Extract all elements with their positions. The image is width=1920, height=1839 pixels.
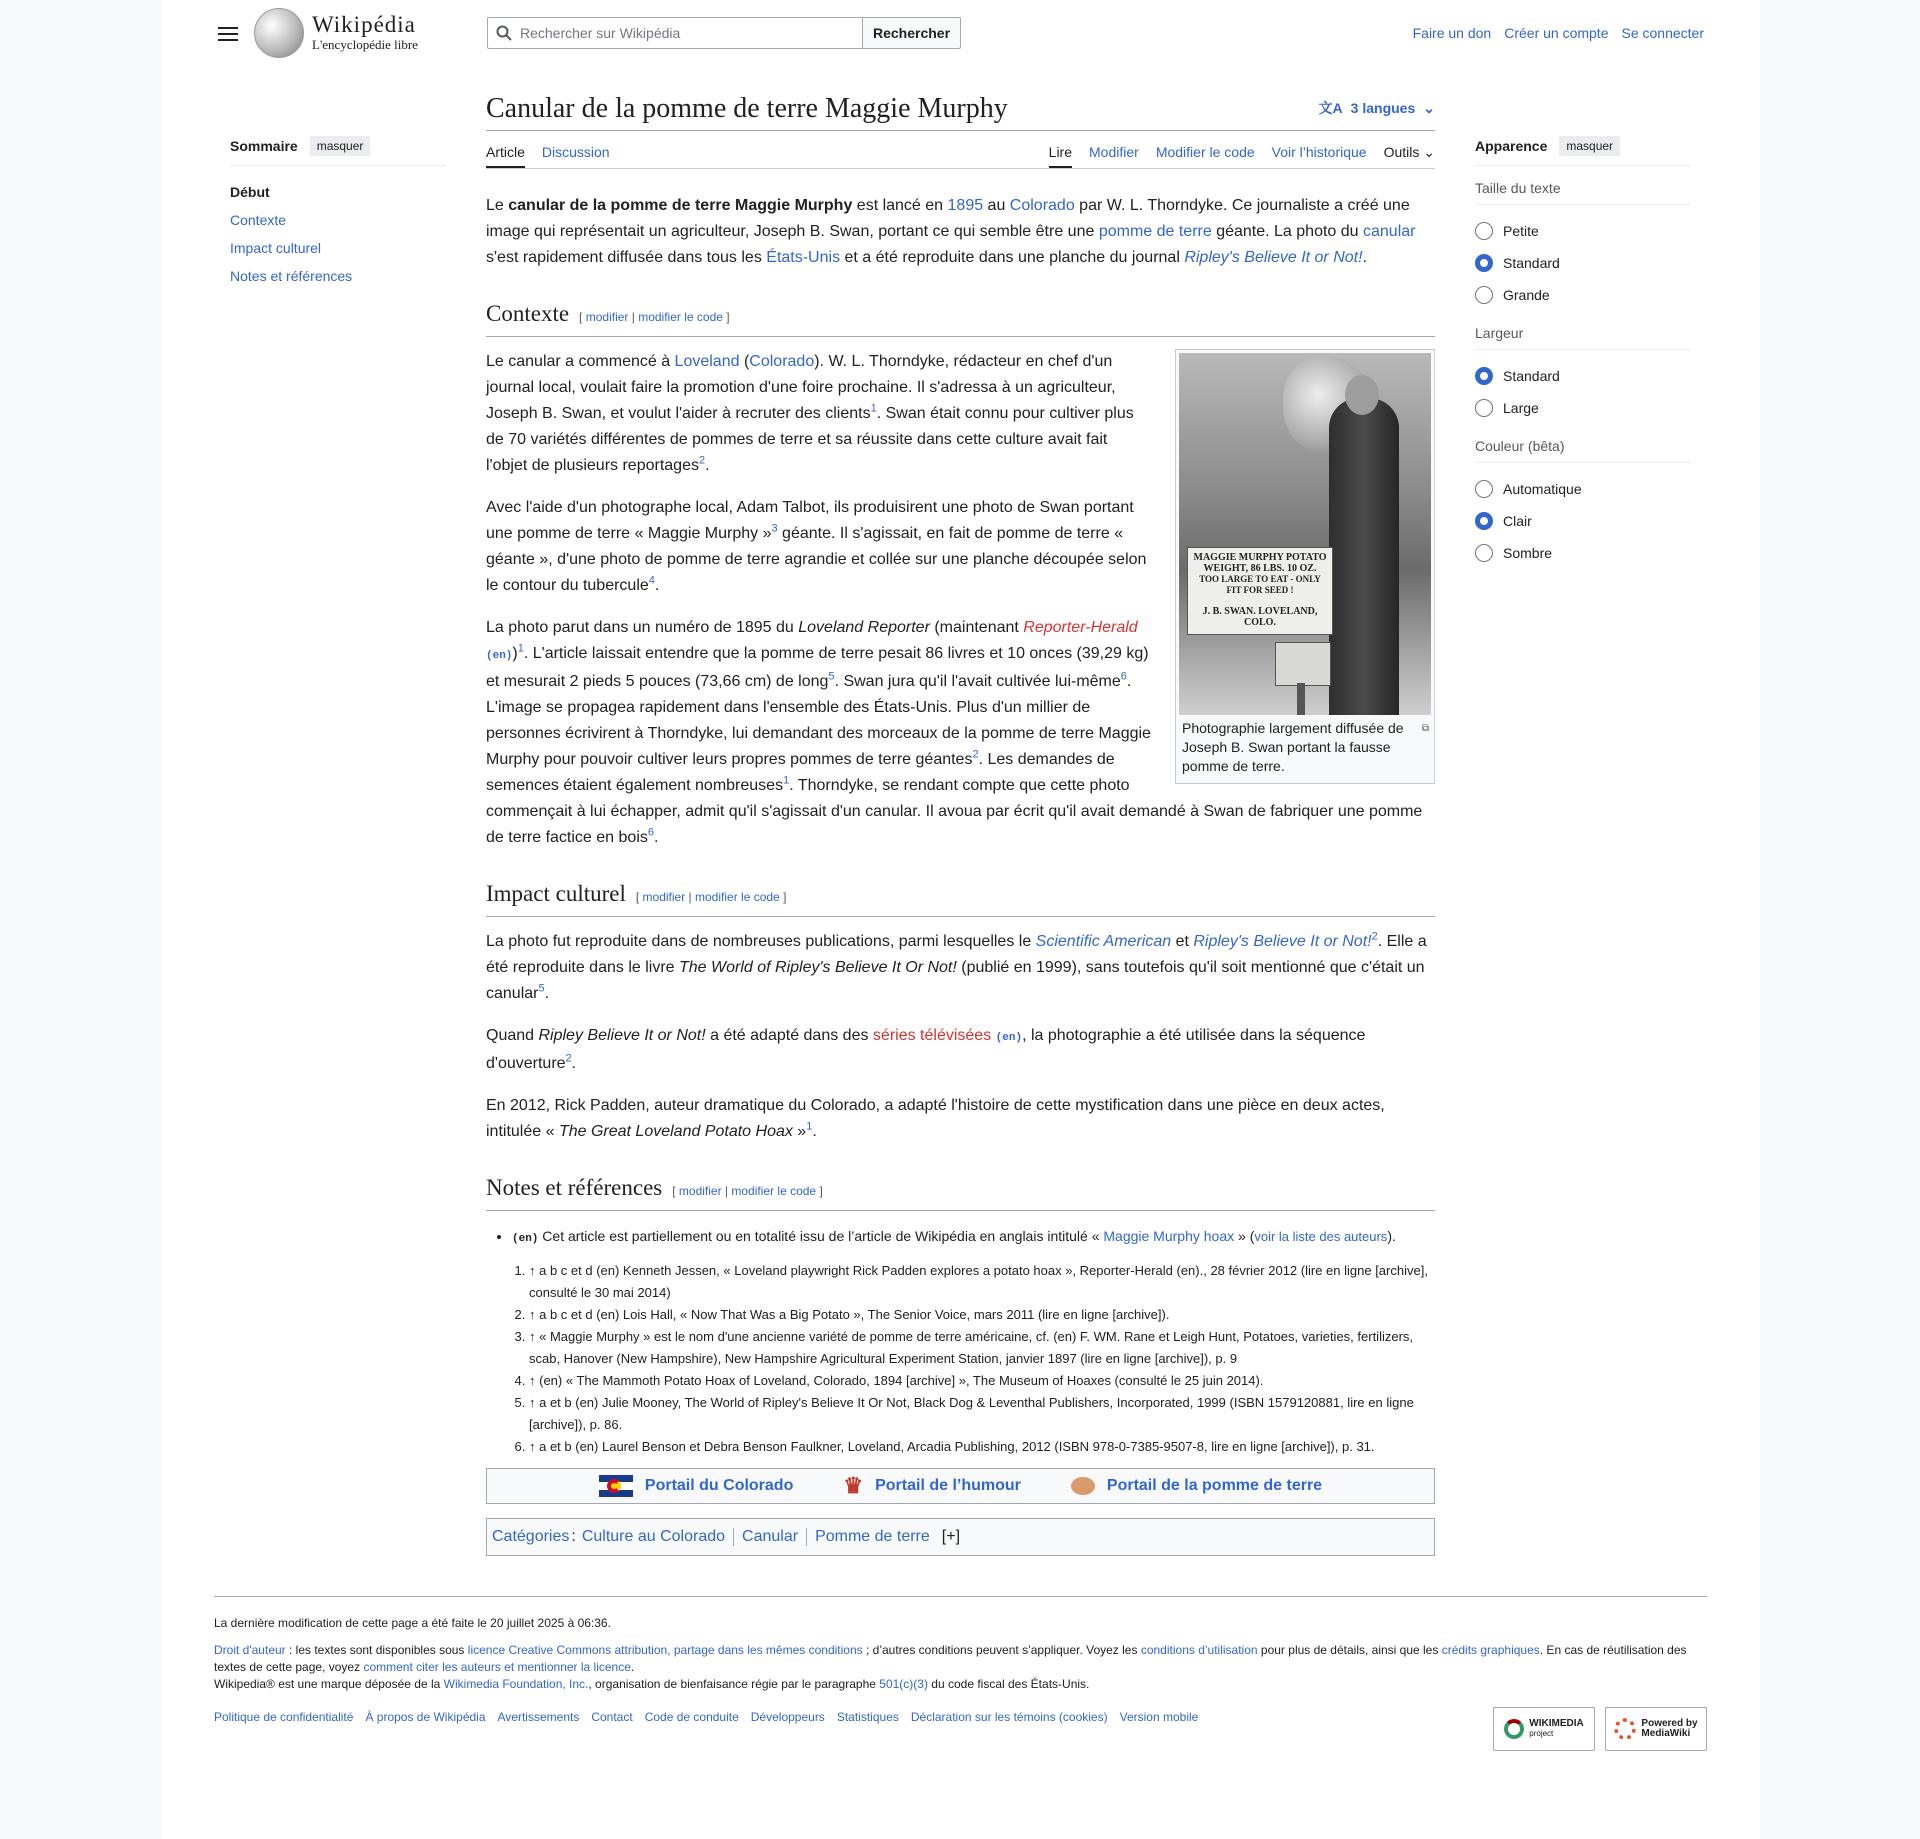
footer-link[interactable]: Code de conduite <box>644 1710 739 1724</box>
tab-history[interactable]: Voir l’historique <box>1271 144 1367 160</box>
color-dark[interactable]: Sombre <box>1475 537 1691 569</box>
categories-link[interactable]: Catégories <box>492 1528 570 1545</box>
thumbnail-caption: ⧉ Photographie largement diffusée de Joseph B. Swan portant la fausse pomme de terre. <box>1182 720 1429 774</box>
edit-source-link[interactable]: modifier le code <box>695 890 780 904</box>
ref-sup[interactable]: 3 <box>771 522 778 535</box>
link-maggie-murphy-hoax[interactable]: Maggie Murphy hoax <box>1103 1228 1235 1244</box>
footer-link[interactable]: Déclaration sur les témoins (cookies) <box>910 1710 1108 1724</box>
chevron-down-icon: ⌄ <box>1423 99 1435 116</box>
search-form <box>487 17 961 49</box>
mediawiki-logo-icon <box>1614 1718 1636 1740</box>
category-link[interactable]: Culture au Colorado <box>581 1528 726 1545</box>
main-menu-button[interactable] <box>214 20 242 48</box>
redlink-series[interactable]: séries télévisées <box>872 1027 992 1044</box>
chevron-down-icon: ⌄ <box>1423 144 1435 160</box>
link-loveland[interactable]: Loveland <box>674 353 740 370</box>
appearance-title: Apparence <box>1475 138 1548 154</box>
footer-link[interactable]: Version mobile <box>1119 1710 1199 1724</box>
search-button[interactable]: Rechercher <box>863 17 961 49</box>
ref-sup[interactable]: 2 <box>1371 930 1378 943</box>
reference-list <box>529 1260 1435 1458</box>
impact-paragraph-3: En 2012, Rick Padden, auteur dramatique du Colorado, a adapté l'histoire de cette mystification dans une pièce en deux actes, intitulée « The Great Loveland Potato Hoax »$^1$. <box>486 1097 1385 1140</box>
wikimedia-logo-icon <box>1504 1719 1524 1739</box>
translate-icon: 文A <box>1318 100 1343 116</box>
reference-item: 1. ↑ a b c et d (en) Kenneth Jessen, « Loveland playwright Rick Padden explores a potato hoax », Reporter-Herald (en)., 28 février 2012 (lire en ligne [archive], consulté le 30 mai 2014) <box>529 1260 1435 1304</box>
link-ripley[interactable]: Ripley's Believe It or Not! <box>1184 249 1363 266</box>
reference-item: 5. ↑ a et b (en) Julie Mooney, The World of Ripley's Believe It Or Not, Black Dog & Leventhal Publishers, Incorporated, 1999 (ISBN 1579120881, lire en ligne [archive]), p. 86. <box>529 1392 1435 1436</box>
jester-hat-icon: ♛ <box>843 1473 864 1498</box>
link-ripley-2[interactable]: Ripley's Believe It or Not! <box>1193 933 1372 950</box>
radio-checked-icon <box>1475 512 1493 530</box>
text-size-large[interactable]: Grande <box>1475 279 1691 311</box>
heading-notes: Notes et références [ modifier | modifier le code ] <box>486 1173 1435 1211</box>
last-modified: La dernière modification de cette page a été faite le 20 juillet 2025 à 06:36. <box>214 1616 611 1630</box>
footer-link[interactable]: Avertissements <box>497 1710 580 1724</box>
width-large[interactable]: Large <box>1475 392 1691 424</box>
impact-paragraph-1: La photo fut reproduite dans de nombreuses publications, parmi lesquelles le Scientific American et Ripley's Believe It or Not!$^2$. Elle a été reproduite dans le livre The World of Ripley's Believe It Or Not! (publié en 1999), sans toutefois qu'il soit mentionné que c'était un canular$^5$. <box>486 930 1427 1002</box>
width-standard[interactable]: Standard <box>1475 360 1691 392</box>
heading-impact: Impact culturel [ modifier | modifier le code ] <box>486 879 1435 917</box>
radio-icon <box>1475 544 1493 562</box>
tab-edit[interactable]: Modifier <box>1089 144 1139 160</box>
trademark-notice: Wikipedia® est une marque déposée de la Wikimedia Foundation, Inc., organisation de bienfaisance régie par le paragraphe 501(c)(3) du code fiscal des États-Unis. <box>214 1677 1090 1691</box>
redlink-reporter-herald[interactable]: Reporter-Herald <box>1023 619 1138 636</box>
link-canular[interactable]: canular <box>1363 223 1416 240</box>
width-label: Largeur <box>1475 325 1691 350</box>
edit-link[interactable]: modifier <box>678 1184 722 1198</box>
text-size-small[interactable]: Petite <box>1475 215 1691 247</box>
copyright-notice: Droit d'auteur : les textes sont disponibles sous licence Creative Commons attribution, partage dans les mêmes conditions ; d’autres conditions peuvent s’appliquer. Voyez les conditions d’utilisation pour plus de détails, ainsi que les crédits graphiques. En cas de réutilisation des textes de cette page, voyez comment citer les auteurs et mentionner la licence. <box>214 1643 1687 1674</box>
link-etats-unis[interactable]: États-Unis <box>766 249 841 266</box>
search-placeholder: Rechercher sur Wikipédia <box>520 25 681 41</box>
donate-link[interactable]: Faire un don <box>1412 25 1492 41</box>
tab-read[interactable]: Lire <box>1049 144 1072 168</box>
ref-sup[interactable]: 5 <box>538 982 545 995</box>
portal-humour[interactable]: ♛ Portail de l’humour <box>843 1473 1021 1498</box>
toc-item-contexte[interactable]: Contexte <box>230 212 287 228</box>
man-figure <box>1329 398 1399 715</box>
article-body <box>486 193 1435 1556</box>
edit-link[interactable]: modifier <box>585 310 629 324</box>
category-bar: Catégories : Culture au Colorado Canular Pomme de terre [+] <box>486 1518 1435 1556</box>
appearance-panel <box>1475 136 1691 569</box>
radio-icon <box>1475 286 1493 304</box>
heading-contexte: Contexte [ modifier | modifier le code ] <box>486 299 1435 337</box>
portal-bar <box>486 1468 1435 1504</box>
impact-paragraph-2: Quand Ripley Believe It or Not! a été adapté dans des séries télévisées (en), la photographie a été utilisée dans la séquence d'ouverture$^2$. <box>486 1027 1366 1072</box>
contexte-paragraph-2: Avec l'aide d'un photographe local, Adam Talbot, ils produisirent une photo de Swan portant une pomme de terre « Maggie Murphy »$^3$ géante. Il s'agissait, en fait de pomme de terre « géante », d'une photo de pomme de terre agrandie et collée sur une planche découpée selon le contour du tubercule$^4$. <box>486 499 1147 594</box>
contexte-paragraph-1: Le canular a commencé à Loveland (Colorado). W. L. Thorndyke, rédacteur en chef d'un journal local, voulait faire la promotion d'une foire prochaine. Il s'adressa à un agriculteur, Joseph B. Swan, et voulut l'aider à recruter des clients$^1$. Swan était connu pour cultiver plus de 70 variétés différentes de pommes de terre et sa réussite dans cette culture avait fait l'objet de plusieurs reportages$^2$. <box>486 353 1134 474</box>
main-content <box>486 90 1435 1556</box>
color-light[interactable]: Clair <box>1475 505 1691 537</box>
color-auto[interactable]: Automatique <box>1475 473 1691 505</box>
thumbnail <box>1175 349 1435 784</box>
radio-checked-icon <box>1475 367 1493 385</box>
intro-paragraph: Le canular de la pomme de terre Maggie Murphy est lancé en 1895 au Colorado par W. L. Thorndyke. Ce journaliste a créé une image qui représentait un agriculteur, Joseph B. Swan, portant ce qui semble être une pomme de terre géante. La photo du canular s'est rapidement diffusée dans tous les États-Unis et a été reproduite dans une planche du journal Ripley's Believe It or Not!. <box>486 197 1416 266</box>
reference-item: 2. ↑ a b c et d (en) Lois Hall, « Now That Was a Big Potato », The Senior Voice, mars 2011 (lire en ligne [archive]). <box>529 1304 1435 1326</box>
ref-sup[interactable]: 1 <box>870 402 877 415</box>
radio-checked-icon <box>1475 254 1493 272</box>
tab-edit-source[interactable]: Modifier le code <box>1155 144 1255 160</box>
page <box>162 0 1760 1839</box>
login-link[interactable]: Se connecter <box>1621 25 1704 41</box>
wordmark: Wikipédia <box>312 12 416 37</box>
ref-sup[interactable]: 1 <box>783 774 790 787</box>
interlang-en-link[interactable]: (en) <box>486 650 513 662</box>
ref-sup[interactable]: 2 <box>698 454 706 467</box>
translation-note: • (en) Cet article est partiellement ou en totalité issu de l’article de Wikipédia en anglais intitulé « Maggie Murphy hoax » (voir la liste des auteurs). <box>512 1223 1435 1252</box>
ref-sup[interactable]: 4 <box>648 574 655 587</box>
radio-icon <box>1475 399 1493 417</box>
category-link[interactable]: Canular <box>742 1528 799 1545</box>
portal-pomme-de-terre[interactable]: Portail de la pomme de terre <box>1071 1473 1322 1499</box>
potato-icon <box>1071 1477 1095 1495</box>
hamburger-icon <box>218 27 238 29</box>
link-colorado[interactable]: Colorado <box>1009 197 1075 214</box>
references <box>486 1223 1435 1458</box>
search-icon <box>496 25 512 41</box>
edit-source-link[interactable]: modifier le code <box>638 310 723 324</box>
footer-link[interactable]: Contact <box>591 1710 633 1724</box>
ref-sup[interactable]: 5 <box>828 670 835 683</box>
ref-sup[interactable]: 6 <box>1120 670 1127 683</box>
create-account-link[interactable]: Créer un compte <box>1504 25 1609 41</box>
footer-link[interactable]: Politique de confidentialité <box>214 1710 354 1724</box>
search-input[interactable] <box>487 17 863 49</box>
interlang-en-link[interactable]: (en) <box>995 1032 1023 1044</box>
footer-link[interactable]: Statistiques <box>836 1710 899 1724</box>
ref-sup[interactable]: 1 <box>517 642 524 655</box>
link-1895[interactable]: 1895 <box>947 197 984 214</box>
photo-sign: MAGGIE MURPHY POTATO WEIGHT, 86 LBS. 10 OZ. TOO LARGE TO EAT - ONLY FIT FOR SEED ! J. B. SWAN. LOVELAND, COLO. <box>1187 547 1333 635</box>
ref-sup[interactable]: 6 <box>647 826 654 839</box>
tools-menu[interactable]: Outils ⌄ <box>1384 144 1435 168</box>
category-link[interactable]: Pomme de terre <box>815 1528 930 1545</box>
page-title: Canular de la pomme de terre Maggie Murphy <box>486 90 1435 131</box>
tab-article[interactable]: Article <box>486 144 525 168</box>
page-tabs <box>486 131 1435 169</box>
reference-item: 6. ↑ a et b (en) Laurel Benson et Debra Benson Faulkner, Loveland, Arcadia Publishing, 2012 (ISBN 978-0-7385-9507-8, lire en ligne [archive]), p. 31. <box>529 1436 1435 1458</box>
ref-sup[interactable]: 2 <box>565 1052 572 1065</box>
appearance-hide-button[interactable]: masquer <box>1559 136 1620 156</box>
ref-sup[interactable]: 2 <box>972 748 979 761</box>
toc-item-debut[interactable]: Début <box>230 184 270 200</box>
mediawiki-badge[interactable]: Powered by MediaWiki <box>1605 1707 1707 1751</box>
toc-item-notes[interactable]: Notes et références <box>230 268 353 284</box>
potato-hoax-photo[interactable] <box>1179 353 1431 715</box>
tagline: L'encyclopédie libre <box>312 37 418 52</box>
link-pomme-de-terre[interactable]: pomme de terre <box>1098 223 1212 240</box>
text-size-label: Taille du texte <box>1475 180 1691 205</box>
section-edit-links: [ modifier | modifier le code ] <box>579 310 730 324</box>
link-author-list[interactable]: voir la liste des auteurs <box>1254 1229 1388 1244</box>
footer-link[interactable]: Développeurs <box>750 1710 825 1724</box>
footer-link[interactable]: À propos de Wikipédia <box>365 1710 486 1724</box>
footer <box>214 1596 1707 1739</box>
ref-sup[interactable]: 1 <box>806 1120 813 1133</box>
enlarge-icon[interactable]: ⧉ <box>1421 723 1429 734</box>
tab-discussion[interactable]: Discussion <box>541 144 610 160</box>
contexte-paragraph-3: La photo parut dans un numéro de 1895 du Loveland Reporter (maintenant Reporter-Herald (en))$^1$. L'article laissait entendre que la pomme de terre pesait 86 livres et 10 onces (39,29 kg) et mesurait 2 pieds 5 pouces (73,66 cm) de long$^5$. Swan jura qu'il l'avait cultivée lui-même$^6$. L'image se propagea rapidement dans l'ensemble des États-Unis. Plus d'un millier de personnes écrivirent à Thorndyke, lui demandant des morceaux de la pomme de terre Maggie Murphy pour pouvoir cultiver leurs propres pommes de terre géantes$^2$. Les demandes de semences étaient également nombreuses$^1$. Thorndyke, se rendant compte que cette photo commençait à lui échapper, admit qu'il s'agissait d'un canular. Il avoua par écrit qu'il avait demandé à Swan de fabriquer une pomme de terre factice en bois$^6$. <box>486 619 1423 846</box>
wikimedia-badge[interactable]: WIKIMEDIA project <box>1493 1707 1595 1751</box>
radio-icon <box>1475 480 1493 498</box>
toc-hide-button[interactable]: masquer <box>310 136 371 156</box>
colorado-flag-icon <box>599 1475 633 1497</box>
color-label: Couleur (bêta) <box>1475 438 1691 463</box>
link-scientific-american[interactable]: Scientific American <box>1035 933 1172 950</box>
reference-item: 3. ↑ « Maggie Murphy » est le nom d'une ancienne variété de pomme de terre américaine, cf. (en) F. WM. Rane et Leigh Hunt, Potatoes, varieties, fertilizers, scab, Hanover (New Hampshire), New Hampshire Agricultural Experiment Station, janvier 1897 (lire en ligne [archive]), p. 9 <box>529 1326 1435 1370</box>
portal-colorado[interactable]: Portail du Colorado <box>599 1473 793 1499</box>
edit-link[interactable]: modifier <box>642 890 686 904</box>
language-button[interactable]: 文A 3 langues ⌄ <box>1318 99 1435 116</box>
wikipedia-logo[interactable] <box>254 8 418 58</box>
link-colorado-2[interactable]: Colorado <box>749 353 815 370</box>
globe-icon <box>254 8 304 58</box>
user-links <box>1413 25 1704 41</box>
table-of-contents <box>230 136 446 290</box>
toc-item-impact[interactable]: Impact culturel <box>230 240 322 256</box>
category-expand-button[interactable]: [+] <box>941 1528 961 1545</box>
toc-title: Sommaire <box>230 138 298 154</box>
edit-source-link[interactable]: modifier le code <box>731 1184 817 1198</box>
radio-icon <box>1475 222 1493 240</box>
text-size-standard[interactable]: Standard <box>1475 247 1691 279</box>
reference-item: 4. ↑ (en) « The Mammoth Potato Hoax of Loveland, Colorado, 1894 [archive] », The Museum of Hoaxes (consulté le 25 juin 2014). <box>529 1370 1435 1392</box>
footer-links <box>214 1709 1707 1726</box>
